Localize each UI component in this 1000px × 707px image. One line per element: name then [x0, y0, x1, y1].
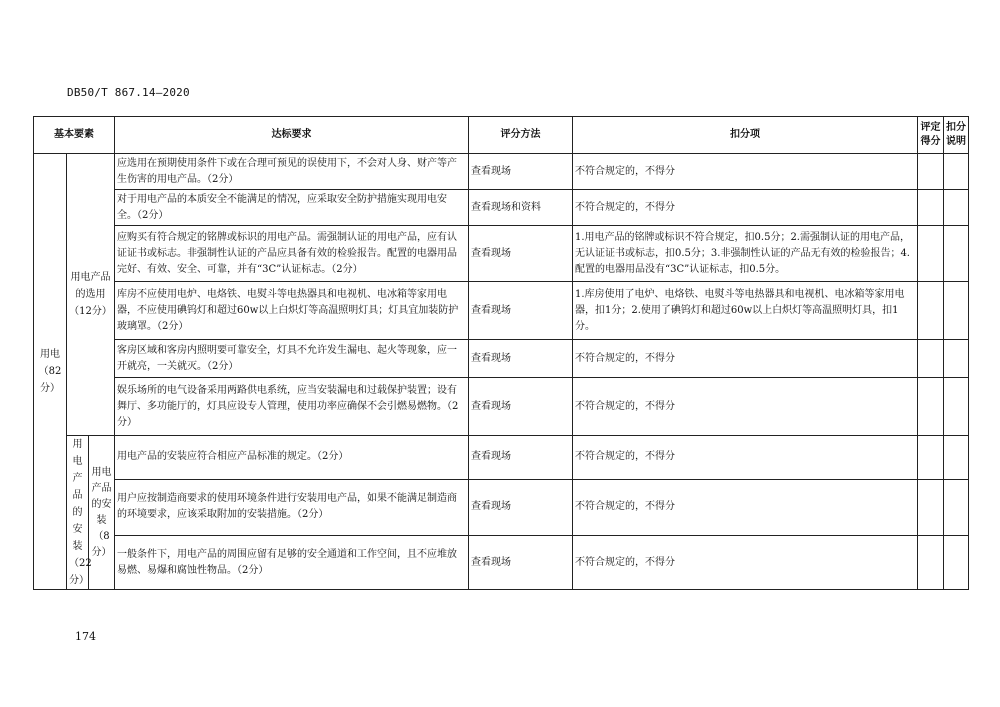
deduction-cell: 不符合规定的，不得分 [573, 436, 918, 480]
score-cell[interactable] [918, 226, 944, 282]
group1-label: 用电产品的选用（12分） [67, 154, 115, 436]
header-method: 评分方法 [469, 117, 573, 154]
requirement-cell: 应购买有符合规定的铭牌或标识的用电产品。需强制认证的用电产品，应有认证证书或标志。非强制性认证的产品应具备有效的检验报告。配置的电器用品完好、有效、安全、可靠，并有“3C”认证标志。（2分） [115, 226, 469, 282]
score-cell[interactable] [918, 154, 944, 190]
deduction-cell: 1.库房使用了电炉、电烙铁、电熨斗等电热器具和电视机、电冰箱等家用电器，扣1分；2.使用了碘钨灯和超过60w以上白炽灯等高温照明灯具，扣1分。 [573, 282, 918, 340]
table-row [34, 190, 969, 226]
table-row [34, 536, 969, 590]
remark-cell[interactable] [944, 378, 969, 436]
requirement-cell: 用户应按制造商要求的使用环境条件进行安装用电产品，如果不能满足制造商的环境要求，应该采取附加的安装措施。（2分） [115, 479, 469, 536]
level1-label: 用电（82分） [34, 154, 67, 590]
remark-cell[interactable] [944, 154, 969, 190]
table-row [34, 378, 969, 436]
deduction-cell: 不符合规定的，不得分 [573, 190, 918, 226]
requirement-cell: 客房区域和客房内照明要可靠安全，灯具不允许发生漏电、起火等现象，应一开就亮，一关就灭。（2分） [115, 340, 469, 378]
table-row [34, 340, 969, 378]
header-deduction: 扣分项 [573, 117, 918, 154]
score-cell[interactable] [918, 536, 944, 590]
remark-cell[interactable] [944, 226, 969, 282]
deduction-cell: 不符合规定的，不得分 [573, 340, 918, 378]
table-row [34, 282, 969, 340]
method-cell: 查看现场 [469, 282, 573, 340]
score-cell[interactable] [918, 378, 944, 436]
table-row [34, 436, 969, 480]
deduction-cell: 不符合规定的，不得分 [573, 536, 918, 590]
score-cell[interactable] [918, 479, 944, 536]
remark-cell[interactable] [944, 340, 969, 378]
remark-cell[interactable] [944, 479, 969, 536]
requirement-cell: 用电产品的安装应符合相应产品标准的规定。（2分） [115, 436, 469, 480]
method-cell: 查看现场和资料 [469, 190, 573, 226]
deduction-cell: 不符合规定的，不得分 [573, 378, 918, 436]
table-row [34, 226, 969, 282]
method-cell: 查看现场 [469, 154, 573, 190]
remark-cell[interactable] [944, 536, 969, 590]
table-header-row [34, 117, 969, 154]
requirement-cell: 应选用在预期使用条件下或在合理可预见的误使用下，不会对人身、财产等产生伤害的用电产品。（2分） [115, 154, 469, 190]
table-row [34, 479, 969, 536]
requirement-cell: 一般条件下，用电产品的周围应留有足够的安全通道和工作空间，且不应堆放易燃、易爆和腐蚀性物品。（2分） [115, 536, 469, 590]
method-cell: 查看现场 [469, 226, 573, 282]
requirement-cell: 库房不应使用电炉、电烙铁、电熨斗等电热器具和电视机、电冰箱等家用电器，不应使用碘钨灯和超过60w以上白炽灯等高温照明灯具；灯具宜加装防护玻璃罩。（2分） [115, 282, 469, 340]
score-cell[interactable] [918, 436, 944, 480]
deduction-cell: 1.用电产品的铭牌或标识不符合规定，扣0.5分；2.需强制认证的用电产品，无认证证书或标志，扣0.5分；3.非强制性认证的产品无有效的检验报告；4.配置的电器用品没有“3C”认证标志，扣0.5分。 [573, 226, 918, 282]
document-code: DB50/T 867.14—2020 [67, 86, 190, 99]
score-cell[interactable] [918, 340, 944, 378]
scoring-table [33, 116, 969, 590]
score-cell[interactable] [918, 282, 944, 340]
remark-cell[interactable] [944, 436, 969, 480]
header-basic-element: 基本要素 [34, 117, 115, 154]
group2-label: 用电产品的安装（22分） [67, 436, 89, 590]
method-cell: 查看现场 [469, 378, 573, 436]
group2-sub-label: 用电产品的安装（8分） [89, 436, 115, 590]
deduction-cell: 不符合规定的，不得分 [573, 479, 918, 536]
score-cell[interactable] [918, 190, 944, 226]
method-cell: 查看现场 [469, 479, 573, 536]
header-requirement: 达标要求 [115, 117, 469, 154]
remark-cell[interactable] [944, 282, 969, 340]
header-remark: 扣分说明 [944, 117, 969, 154]
table-row [34, 154, 969, 190]
method-cell: 查看现场 [469, 436, 573, 480]
requirement-cell: 对于用电产品的本质安全不能满足的情况，应采取安全防护措施实现用电安全。（2分） [115, 190, 469, 226]
method-cell: 查看现场 [469, 340, 573, 378]
deduction-cell: 不符合规定的，不得分 [573, 154, 918, 190]
requirement-cell: 娱乐场所的电气设备采用两路供电系统，应当安装漏电和过载保护装置；设有舞厅、多功能厅的，灯具应设专人管理，使用功率应确保不会引燃易燃物。（2分） [115, 378, 469, 436]
remark-cell[interactable] [944, 190, 969, 226]
header-score: 评定得分 [918, 117, 944, 154]
page-number: 174 [75, 630, 96, 643]
method-cell: 查看现场 [469, 536, 573, 590]
